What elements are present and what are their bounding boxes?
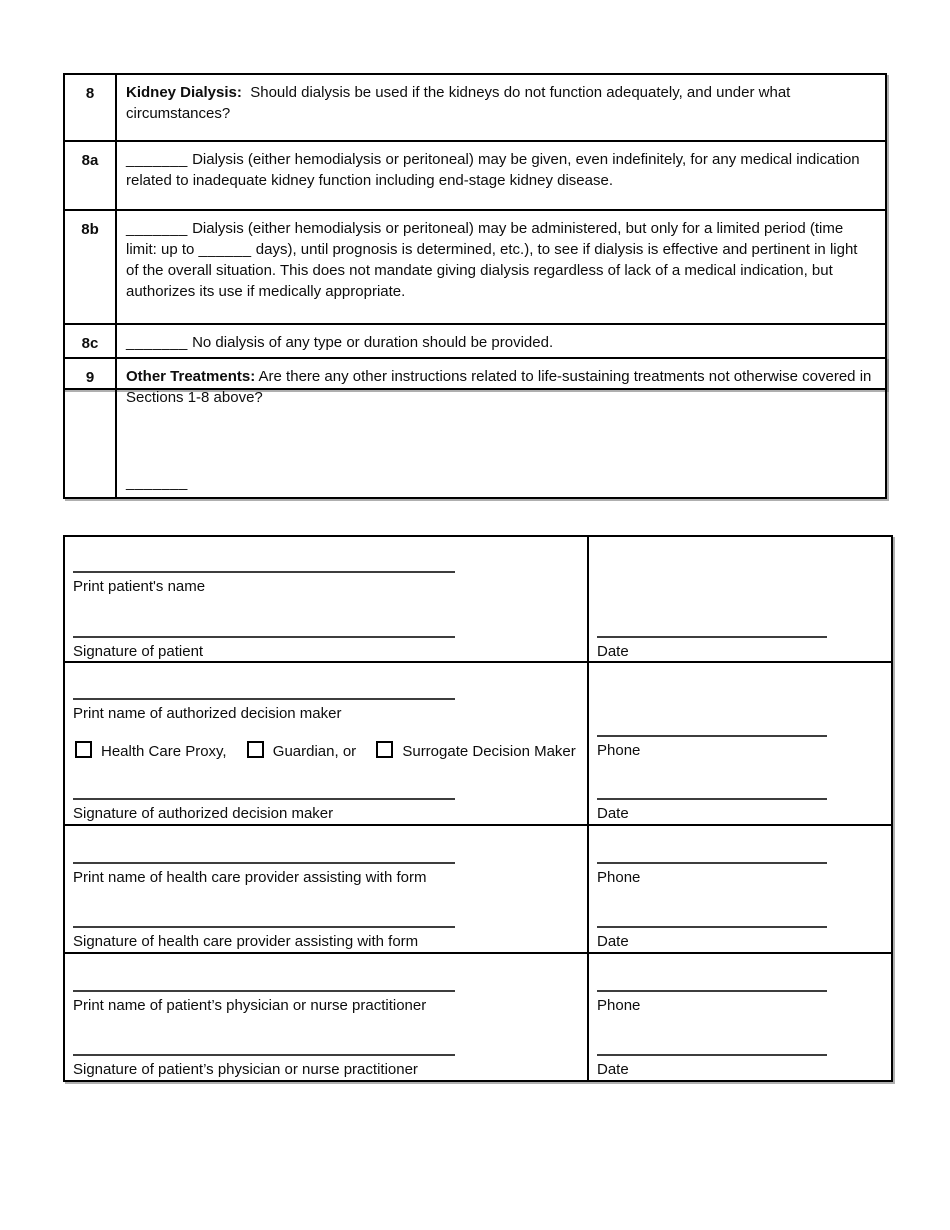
- signature-label: Signature of patient: [73, 643, 204, 660]
- signature-label: Signature of patient’s physician or nurse practitioner: [73, 1061, 418, 1078]
- signature-label: Signature of health care provider assisting with form: [73, 933, 419, 950]
- print-name-group: [73, 990, 455, 1016]
- row-text: [116, 210, 886, 324]
- date-label: Date: [597, 1061, 629, 1078]
- print-name-line[interactable]: [73, 990, 455, 992]
- checkbox-item: [247, 743, 356, 760]
- row-option-text: days), until prognosis is determined, etc.), to see if dialysis is effective and pertinent in light of the overall situation. This does not mandate giving dialysis regardless of lack of a medical indication, but authorizes its use if medically appropriate.: [126, 241, 858, 300]
- row-number: 9: [64, 358, 116, 498]
- table-row: [64, 358, 886, 498]
- other-treatments-table: [63, 357, 887, 499]
- decision-maker-contact-cell: [588, 662, 892, 825]
- phone-group: [597, 735, 827, 761]
- phone-label: Phone: [597, 869, 641, 886]
- row-text: [116, 141, 886, 210]
- days-blank[interactable]: ______: [198, 241, 252, 258]
- checkbox-surrogate-decision-maker[interactable]: [376, 741, 393, 758]
- signature-table: [63, 535, 893, 1082]
- phone-group: [597, 862, 827, 888]
- row-number: 8c: [64, 324, 116, 389]
- print-name-label: Print name of health care provider assisting with form: [73, 869, 427, 886]
- date-group: [597, 798, 827, 824]
- row-option-text: Dialysis (either hemodialysis or peritoneal) may be given, even indefinitely, for any medical indication related to inadequate kidney function including end-stage kidney disease.: [126, 151, 860, 189]
- checkbox-guardian[interactable]: [247, 741, 264, 758]
- checkbox-item: [75, 743, 227, 760]
- signature-group: [73, 636, 455, 662]
- signature-line[interactable]: [73, 798, 455, 800]
- print-name-group: [73, 862, 455, 888]
- date-group: [597, 636, 827, 662]
- row-lead-label: Kidney Dialysis:: [126, 84, 242, 101]
- table-row: [64, 74, 886, 141]
- phone-label: Phone: [597, 997, 641, 1014]
- date-line[interactable]: [597, 798, 827, 800]
- print-name-label: Print patient's name: [73, 578, 206, 595]
- physician-contact-cell: [588, 953, 892, 1081]
- phone-line[interactable]: [597, 735, 827, 737]
- answer-blank[interactable]: _______: [126, 474, 188, 491]
- row-option-text: No dialysis of any type or duration should be provided.: [192, 334, 554, 351]
- table-row: [64, 141, 886, 210]
- signature-line[interactable]: [73, 926, 455, 928]
- print-name-label: Print name of authorized decision maker: [73, 705, 342, 722]
- print-name-group: [73, 698, 455, 724]
- checkbox-item: [376, 743, 575, 760]
- signature-label: Signature of authorized decision maker: [73, 805, 334, 822]
- phone-label: Phone: [597, 742, 641, 759]
- table-row: [64, 210, 886, 324]
- date-label: Date: [597, 805, 629, 822]
- signature-block-patient: [64, 536, 892, 662]
- row-question-text: Are there any other instructions related to life-sustaining treatments not otherwise covered in Sections 1-8 above?: [126, 368, 872, 406]
- physician-name-cell: [64, 953, 588, 1081]
- row-number: 8a: [64, 141, 116, 210]
- signature-block-decision-maker: [64, 662, 892, 825]
- phone-line[interactable]: [597, 990, 827, 992]
- decision-maker-name-cell: [64, 662, 588, 825]
- phone-line[interactable]: [597, 862, 827, 864]
- signature-line[interactable]: [73, 636, 455, 638]
- signature-group: [73, 798, 455, 824]
- print-name-label: Print name of patient’s physician or nurse practitioner: [73, 997, 427, 1014]
- print-name-group: [73, 571, 455, 597]
- row-option-text: Dialysis (either hemodialysis or peritoneal) may be administered, but only for a limited period (time limit: up to: [126, 220, 844, 258]
- date-line[interactable]: [597, 1054, 827, 1056]
- row-question-text: Should dialysis be used if the kidneys do not function adequately, and under what circumstances?: [126, 84, 791, 122]
- response-blank[interactable]: _______: [126, 334, 188, 351]
- date-label: Date: [597, 933, 629, 950]
- date-line[interactable]: [597, 636, 827, 638]
- signature-group: [73, 1054, 455, 1080]
- checkbox-health-care-proxy[interactable]: [75, 741, 92, 758]
- row-text: [116, 74, 886, 141]
- row-text: [116, 358, 886, 498]
- print-name-line[interactable]: [73, 862, 455, 864]
- signature-block-physician: [64, 953, 892, 1081]
- signature-line[interactable]: [73, 1054, 455, 1056]
- print-name-line[interactable]: [73, 571, 455, 573]
- date-label: Date: [597, 643, 629, 660]
- signature-block-provider: [64, 825, 892, 953]
- date-group: [597, 926, 827, 952]
- date-group: [597, 1054, 827, 1080]
- row-number: 8b: [64, 210, 116, 324]
- patient-date-cell: [588, 536, 892, 662]
- checkbox-label: Guardian, or: [272, 743, 357, 760]
- response-blank[interactable]: _______: [126, 220, 188, 237]
- response-blank[interactable]: _______: [126, 151, 188, 168]
- print-name-line[interactable]: [73, 698, 455, 700]
- provider-contact-cell: [588, 825, 892, 953]
- treatment-table: [63, 73, 887, 390]
- row-lead-label: Other Treatments:: [126, 368, 256, 385]
- provider-name-cell: [64, 825, 588, 953]
- decision-maker-type-row: [75, 741, 576, 762]
- row-number: 8: [64, 74, 116, 141]
- date-line[interactable]: [597, 926, 827, 928]
- checkbox-label: Surrogate Decision Maker: [402, 743, 576, 760]
- signature-group: [73, 926, 455, 952]
- checkbox-label: Health Care Proxy,: [101, 743, 227, 760]
- patient-name-cell: [64, 536, 588, 662]
- phone-group: [597, 990, 827, 1016]
